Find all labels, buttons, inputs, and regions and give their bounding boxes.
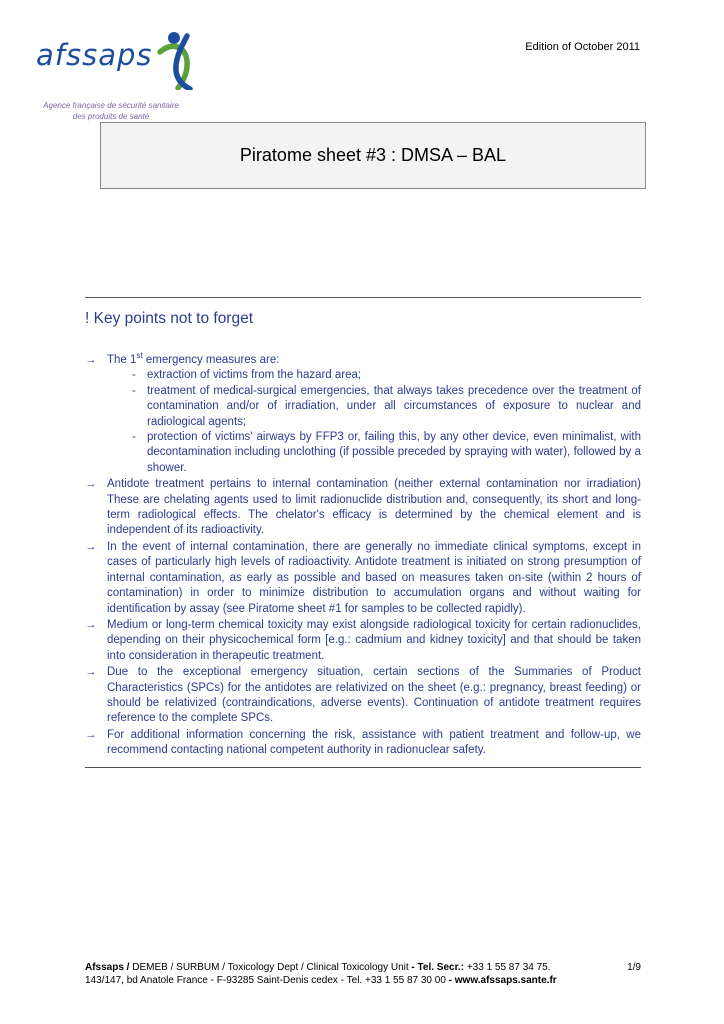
- key-point-text: In the event of internal contamination, there are generally no immediate clinical symptoms, except in cases of particularly high levels of radioactivity. Antidote treatment is initiated on strong presumption of internal contamination, as early as possible and based on measures taken on-site (within 2 hours of contamination) in order to minimize distribution to accumulation organs and without waiting for identification by assay (see Piratome sheet #1 for samples to be collected rapidly).: [107, 540, 641, 615]
- page-footer: [85, 961, 641, 987]
- dash-bullet-icon: -: [132, 431, 136, 444]
- key-points-list: [85, 353, 641, 760]
- dash-bullet-icon: -: [132, 369, 136, 382]
- page-number: 1/9: [627, 962, 641, 973]
- key-point-text: Medium or long-term chemical toxicity may exist alongside radiological toxicity for certain radionuclides, depending on their physicochemical form [e.g.: cadmium and kidney toxicity] and that should be taken into consideration in therapeutic treatment.: [107, 618, 641, 662]
- sub-item-text: extraction of victims from the hazard area;: [147, 369, 362, 382]
- key-point-item-1: [85, 353, 641, 476]
- afssaps-logo: [36, 30, 186, 123]
- key-point-intro: [107, 353, 641, 368]
- sub-item-3: [132, 430, 641, 476]
- arrow-bullet-icon: →: [85, 618, 97, 631]
- intro-text-start: The 1: [107, 354, 137, 366]
- footer-line-1: [85, 961, 641, 974]
- document-title: Piratome sheet #3 : DMSA – BAL: [239, 145, 507, 165]
- intro-text-end: emergency measures are:: [142, 354, 280, 366]
- key-point-item-2: [85, 477, 641, 539]
- logo-wordmark: afssaps: [36, 38, 153, 72]
- section-heading: ! Key points not to forget: [85, 310, 254, 327]
- logo-subtitle-line1: Agence française de sécurité sanitaire: [43, 101, 179, 110]
- arrow-bullet-icon: →: [85, 540, 97, 553]
- sub-item-text: protection of victims' airways by FFP3 or, failing this, by any other device, even minimalist, with decontamination including unclothing (if possible preceded by spraying with water), followed by a shower.: [147, 431, 641, 474]
- key-point-text: Due to the exceptional emergency situation, certain sections of the Summaries of Product Characteristics (SPCs) for the antidotes are relativized on the sheet (e.g.: pregnancy, breast feeding) or should be relativized (contraindications, adverse events). Continuation of antidote treatment requires reference to the complete SPCs.: [107, 666, 641, 725]
- logo-subtitle: [36, 101, 186, 123]
- key-point-text: Antidote treatment pertains to internal contamination (neither external contamination nor irradiation) These are chelating agents used to limit radionuclide distribution and, consequently, its short and long-term radiological effects. The chelator's efficacy is determined by the chemical element and is independent of its radioactivity.: [107, 478, 641, 537]
- dash-bullet-icon: -: [132, 384, 136, 397]
- footer-address: 143/147, bd Anatole France - F-93285 Saint-Denis cedex - Tel. +33 1 55 87 30 00: [85, 975, 449, 986]
- logo-subtitle-line2: des produits de santé: [72, 111, 150, 121]
- title-box: [100, 122, 646, 189]
- key-point-item-3: [85, 540, 641, 617]
- footer-dept: DEMEB / SURBUM / Toxicology Dept / Clinical Toxicology Unit: [129, 962, 412, 973]
- footer-website: - www.afssaps.sante.fr: [448, 975, 557, 986]
- key-point-body: [107, 353, 641, 476]
- edition-date: Edition of October 2011: [525, 41, 640, 53]
- footer-line-2: [85, 974, 641, 987]
- sub-item-1: [132, 368, 641, 383]
- arrow-bullet-icon: →: [85, 728, 97, 741]
- sub-item-2: [132, 384, 641, 430]
- logo-figure-icon: [157, 30, 195, 95]
- key-point-text: For additional information concerning the risk, assistance with patient treatment and follow-up, we recommend contacting national competent authority in radionuclear safety.: [107, 728, 641, 757]
- superscript-st: st: [136, 351, 143, 361]
- arrow-bullet-icon: →: [85, 478, 97, 491]
- arrow-bullet-icon: →: [85, 354, 97, 366]
- key-point-item-4: [85, 618, 641, 664]
- sub-list: [132, 368, 641, 476]
- key-point-item-5: [85, 665, 641, 727]
- key-point-item-6: [85, 728, 641, 759]
- sub-item-text: treatment of medical-surgical emergencies, that always takes precedence over the treatment of contamination and/or of irradiation, under all circumstances of exposure to nuclear and radiological agents;: [147, 384, 641, 428]
- footer-tel-value: +33 1 55 87 34 75.: [464, 962, 551, 973]
- footer-org: Afssaps /: [85, 962, 130, 973]
- horizontal-divider-top: [85, 297, 641, 298]
- footer-tel-label: - Tel. Secr.:: [411, 962, 465, 973]
- horizontal-divider-bottom: [85, 767, 641, 768]
- arrow-bullet-icon: →: [85, 666, 97, 679]
- footer-contact: [85, 961, 551, 974]
